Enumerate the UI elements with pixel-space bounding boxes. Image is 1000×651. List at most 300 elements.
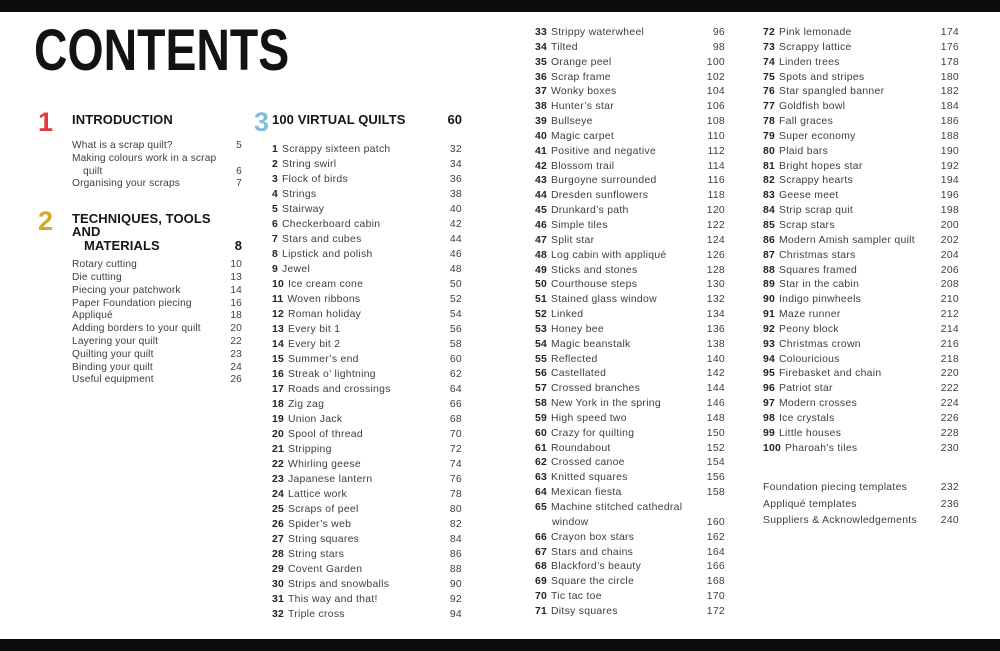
quilt-entry-page: 184: [940, 101, 959, 113]
toc-entry-label: Paper Foundation piecing: [72, 297, 192, 309]
quilt-entry-page: 90: [449, 579, 462, 590]
appendix-entry-page: 236: [940, 498, 959, 510]
quilt-entry-label: Spool of thread: [287, 429, 363, 440]
quilt-entry-page: 44: [449, 234, 462, 245]
quilt-entry: [763, 382, 959, 397]
quilt-entry-page: 84: [449, 534, 462, 545]
quilt-entry-number: 32: [272, 609, 284, 620]
appendix-entry-label: Suppliers & Acknowledgements: [763, 514, 917, 526]
quilt-entry-number: 4: [272, 189, 278, 200]
quilt-entry-label: Star spangled banner: [778, 86, 885, 98]
toc-entry: [72, 362, 242, 375]
quilt-entry-label: String squares: [287, 534, 360, 545]
quilt-entry-number: 51: [535, 294, 547, 306]
quilt-entry: [763, 115, 959, 130]
quilt-entry-number: 85: [763, 219, 775, 231]
quilt-entry-number: 91: [763, 309, 775, 321]
quilt-entry-label: Ice crystals: [778, 412, 835, 424]
quilt-entry: [272, 247, 462, 262]
appendix-entry-page: 232: [940, 482, 959, 494]
quilt-entry-number: 87: [763, 249, 775, 261]
quilt-entry-page: 176: [940, 41, 959, 53]
section-title: INTRODUCTION: [72, 112, 173, 127]
quilt-entry-label: Blossom trail: [550, 160, 615, 172]
section-techniques: [38, 206, 242, 387]
quilt-entry-label: Union Jack: [287, 414, 343, 425]
quilt-entry-label: Squares framed: [778, 264, 858, 276]
quilt-entry-page: 202: [940, 234, 959, 246]
quilt-entry-label: Roman holiday: [287, 309, 362, 320]
quilt-entry: [763, 293, 959, 308]
quilt-entry-number: 42: [535, 160, 547, 172]
quilt-entry-number: 26: [272, 519, 284, 530]
quilt-entry-label: Log cabin with appliqué: [550, 249, 667, 261]
quilt-entry-page: 88: [449, 564, 462, 575]
toc-entry-label: quilt: [83, 165, 103, 177]
quilt-entry-number: 39: [535, 116, 547, 128]
quilt-entry-number: 43: [535, 175, 547, 187]
quilt-entry: [272, 367, 462, 382]
appendix-entry: [763, 497, 959, 513]
quilt-entry-label: Split star: [550, 234, 595, 246]
quilt-entry-label: Little houses: [778, 427, 842, 439]
section-100-virtual-quilts: [254, 110, 462, 135]
quilt-entry-number: 23: [272, 474, 284, 485]
quilt-entry-label: Honey bee: [550, 323, 604, 335]
quilt-entry-label: String stars: [287, 549, 345, 560]
quilt-entry: [763, 323, 959, 338]
quilt-entry: [535, 516, 725, 531]
quilt-entry: [272, 157, 462, 172]
quilt-entry-number: 44: [535, 190, 547, 202]
toc-entry: [72, 140, 242, 153]
quilt-entry-number: 10: [272, 279, 284, 290]
quilt-entry-page: 220: [940, 368, 959, 380]
quilt-entry-page: 98: [712, 41, 725, 53]
quilt-entry: [535, 427, 725, 442]
quilt-entry: [763, 56, 959, 71]
quilt-entry: [763, 249, 959, 264]
quilt-entry-page: 48: [449, 264, 462, 275]
quilt-entry-page: 134: [706, 309, 725, 321]
quilt-entry-label: Courthouse steps: [550, 279, 638, 291]
quilt-entry-page: 102: [706, 71, 725, 83]
section-header: [254, 110, 462, 135]
section-title: 100 VIRTUAL QUILTS: [272, 112, 406, 127]
quilt-entry-label: Bright hopes star: [778, 160, 863, 172]
quilt-entry: [272, 457, 462, 472]
quilt-entry-page: 116: [707, 175, 725, 187]
quilt-entry-page: 118: [707, 190, 725, 202]
quilt-entry-label: Modern crosses: [778, 398, 858, 410]
quilt-entry-page: 54: [449, 309, 462, 320]
quilt-entry-page: 94: [449, 609, 462, 620]
quilt-entry: [535, 219, 725, 234]
quilt-entry: [272, 322, 462, 337]
quilt-entry-number: 46: [535, 219, 547, 231]
quilt-entry: [763, 174, 959, 189]
quilt-entry-number: 33: [535, 27, 547, 38]
quilt-entry-page: 68: [449, 414, 462, 425]
quilt-entry-page: 74: [449, 459, 462, 470]
quilt-entry-number: 79: [763, 130, 775, 142]
quilt-entry-page: 76: [449, 474, 462, 485]
quilt-list-1-32: [272, 142, 462, 622]
quilt-entry-number: 99: [763, 427, 775, 439]
quilt-entry-page: 190: [940, 145, 959, 157]
quilt-entry-label: window: [552, 516, 589, 528]
quilt-entry: [535, 100, 725, 115]
quilt-entry-page: 228: [940, 427, 959, 439]
quilt-entry: [535, 293, 725, 308]
quilt-entry-label: Machine stitched cathedral: [550, 502, 683, 513]
quilt-entry-page: 170: [706, 591, 725, 603]
quilt-entry-page: 50: [449, 279, 462, 290]
quilt-entry-page: 108: [706, 116, 725, 128]
quilt-entry-number: 92: [763, 323, 775, 335]
quilt-entry-page: 36: [449, 174, 462, 185]
quilt-entry: [272, 232, 462, 247]
toc-entry: [72, 153, 242, 166]
section-number: 2: [38, 206, 53, 237]
quilt-entry: [272, 277, 462, 292]
quilt-entry-number: 72: [763, 27, 775, 38]
toc-entry-page: 6: [236, 165, 242, 177]
quilt-entry-number: 56: [535, 368, 547, 380]
quilt-entry-page: 218: [940, 353, 959, 365]
quilt-entry-page: 164: [706, 546, 725, 558]
quilt-entry-label: Simple tiles: [550, 219, 608, 231]
section-header: [38, 206, 242, 254]
quilt-entry: [535, 71, 725, 86]
quilt-entry-label: Pink lemonade: [778, 27, 852, 38]
quilt-entry-number: 20: [272, 429, 284, 440]
quilt-entry-label: Crossed canoe: [550, 457, 625, 469]
quilt-entry-number: 34: [535, 41, 547, 53]
quilt-entry-label: Castellated: [550, 368, 607, 380]
toc-entry-page: 16: [230, 297, 242, 309]
quilt-entry-label: Maze runner: [778, 309, 841, 321]
quilt-entry: [272, 307, 462, 322]
quilt-entry-number: 2: [272, 159, 278, 170]
quilt-entry-page: 132: [706, 294, 725, 306]
quilt-entry-label: Hunter’s star: [550, 101, 614, 113]
quilt-entry: [535, 130, 725, 145]
toc-entry: [72, 178, 242, 191]
quilt-entry: [535, 501, 725, 516]
quilt-entry-number: 88: [763, 264, 775, 276]
toc-entry: [72, 259, 242, 272]
quilt-entry: [535, 353, 725, 368]
quilt-entry-label: Stained glass window: [550, 294, 657, 306]
quilt-entry-page: 66: [449, 399, 462, 410]
toc-entry-page: 13: [230, 271, 242, 283]
quilt-entry-page: 114: [707, 160, 725, 172]
quilt-entry-number: 25: [272, 504, 284, 515]
quilt-entry-label: Flock of birds: [281, 174, 348, 185]
quilt-entry: [272, 532, 462, 547]
quilt-entry-number: 61: [535, 442, 547, 454]
quilt-entry-page: 168: [706, 576, 725, 588]
quilt-entry-number: 17: [272, 384, 284, 395]
quilt-entry-page: 212: [940, 309, 959, 321]
quilt-entry-number: 53: [535, 323, 547, 335]
appendix-entry: [763, 480, 959, 496]
toc-entry-label: Layering your quilt: [72, 335, 159, 347]
quilt-entry: [535, 456, 725, 471]
quilt-entry: [535, 264, 725, 279]
quilt-entry: [535, 249, 725, 264]
quilt-entry-number: 71: [535, 605, 547, 617]
quilt-entry: [535, 189, 725, 204]
quilt-entry-page: 162: [706, 531, 725, 543]
toc-entry-page: 5: [236, 140, 242, 151]
quilt-entry: [535, 174, 725, 189]
quilt-entry-number: 31: [272, 594, 284, 605]
quilt-entry-label: Stars and cubes: [281, 234, 362, 245]
toc-entry: [72, 272, 242, 285]
quilt-entry-label: This way and that!: [287, 594, 378, 605]
quilt-entry-label: Mexican fiesta: [550, 487, 622, 499]
quilt-entry-number: 16: [272, 369, 284, 380]
quilt-entry-number: 73: [763, 41, 775, 53]
quilt-entry-label: Scrap stars: [778, 219, 835, 231]
quilt-entry-page: 156: [706, 472, 725, 484]
quilt-entry-page: 106: [706, 101, 725, 113]
quilt-entry-number: 54: [535, 338, 547, 350]
quilt-entry-label: Linked: [550, 309, 584, 321]
quilt-entry-label: Peony block: [778, 323, 839, 335]
quilt-entry-number: 38: [535, 101, 547, 113]
quilt-entry-label: Summer’s end: [287, 354, 359, 365]
quilt-entry-label: Christmas crown: [778, 338, 861, 350]
quilt-entry-page: 204: [940, 249, 959, 261]
quilt-entry-page: 154: [706, 457, 725, 469]
quilt-entry-number: 12: [272, 309, 284, 320]
quilt-entry-label: Knitted squares: [550, 472, 628, 484]
quilt-entry-page: 208: [940, 279, 959, 291]
quilt-entry: [763, 130, 959, 145]
quilt-entry-label: Square the circle: [550, 576, 635, 588]
quilt-entry-number: 81: [763, 160, 775, 172]
quilt-entry-number: 5: [272, 204, 278, 215]
quilt-entry: [272, 292, 462, 307]
quilt-entry: [763, 353, 959, 368]
section-number: 3: [254, 110, 269, 137]
quilt-entry-label: Checkerboard cabin: [281, 219, 381, 230]
toc-entry-page: 20: [230, 323, 242, 335]
quilt-entry: [763, 278, 959, 293]
quilt-entry-number: 74: [763, 56, 775, 68]
quilt-entry-number: 83: [763, 190, 775, 202]
section-number: 1: [38, 110, 53, 137]
quilt-entry-page: 206: [940, 264, 959, 276]
toc-entry: [72, 374, 242, 387]
toc-entry-label: Die cutting: [72, 271, 122, 283]
quilt-entry: [535, 160, 725, 175]
quilt-entry-page: 40: [449, 204, 462, 215]
quilt-entry-label: Strings: [281, 189, 317, 200]
quilt-entry-page: 196: [940, 190, 959, 202]
quilt-entry-label: Ice cream cone: [287, 279, 364, 290]
quilt-entry-page: 96: [712, 27, 725, 38]
quilt-entry-label: Jewel: [281, 264, 311, 275]
quilt-entry-label: Scraps of peel: [287, 504, 359, 515]
quilt-entry-label: Scrappy sixteen patch: [281, 144, 391, 155]
quilt-entry-number: 9: [272, 264, 278, 275]
quilt-entry-label: Zig zag: [287, 399, 325, 410]
section-introduction: [38, 110, 242, 191]
toc-entry-page: 14: [230, 284, 242, 296]
quilt-entry: [763, 264, 959, 279]
quilt-entry: [763, 397, 959, 412]
quilt-entry: [763, 442, 959, 457]
quilt-entry-number: 14: [272, 339, 284, 350]
quilt-entry: [535, 442, 725, 457]
quilt-entry: [535, 145, 725, 160]
toc-entry-page: 26: [230, 374, 242, 386]
quilt-entry-label: Every bit 2: [287, 339, 341, 350]
quilt-entry-number: 1: [272, 144, 278, 155]
quilt-entry: [535, 531, 725, 546]
quilt-entry: [535, 234, 725, 249]
quilt-entry-label: Roads and crossings: [287, 384, 391, 395]
quilt-entry: [272, 472, 462, 487]
quilt-entry-number: 100: [763, 442, 781, 454]
quilt-entry: [535, 278, 725, 293]
quilt-entry-number: 8: [272, 249, 278, 260]
quilt-entry-label: Dresden sunflowers: [550, 190, 649, 202]
quilt-entry-label: Stripping: [287, 444, 332, 455]
quilt-entry-number: 58: [535, 398, 547, 410]
quilt-entry: [535, 41, 725, 56]
quilt-entry-page: 188: [940, 130, 959, 142]
quilt-entry-label: Magic carpet: [550, 130, 615, 142]
quilt-entry-label: Reflected: [550, 353, 598, 365]
quilt-entry: [272, 262, 462, 277]
quilt-entry: [535, 56, 725, 71]
quilt-entry-number: 97: [763, 398, 775, 410]
quilt-entry-label: Tilted: [550, 41, 578, 53]
quilt-entry-label: Indigo pinwheels: [778, 294, 862, 306]
quilt-entry-page: 34: [449, 159, 462, 170]
quilt-entry-page: 110: [707, 130, 725, 142]
quilt-entry: [272, 382, 462, 397]
quilt-entry-number: 13: [272, 324, 284, 335]
quilt-entry-number: 59: [535, 412, 547, 424]
quilt-entry-number: 28: [272, 549, 284, 560]
quilt-entry: [272, 487, 462, 502]
quilt-entry-number: 3: [272, 174, 278, 185]
section-page: 8: [234, 238, 242, 254]
quilt-entry-number: 66: [535, 531, 547, 543]
quilt-entry-number: 65: [535, 502, 547, 513]
quilt-entry-page: 60: [449, 354, 462, 365]
quilt-entry: [535, 560, 725, 575]
quilt-entry-number: 80: [763, 145, 775, 157]
toc-entry-page: 22: [230, 335, 242, 347]
quilt-entry-number: 84: [763, 205, 775, 217]
quilt-entry-number: 40: [535, 130, 547, 142]
top-edge-bar: [0, 0, 1000, 12]
quilt-entry-page: 224: [940, 398, 959, 410]
toc-entry: [72, 310, 242, 323]
quilt-entry-label: Scrappy lattice: [778, 41, 852, 53]
quilt-entry-page: 200: [940, 219, 959, 231]
quilt-entry: [535, 605, 725, 620]
quilt-entry-label: Linden trees: [778, 56, 840, 68]
quilt-entry-number: 48: [535, 249, 547, 261]
page-title: CONTENTS: [34, 18, 290, 83]
quilt-entry: [535, 412, 725, 427]
quilt-entry-number: 29: [272, 564, 284, 575]
quilt-entry: [272, 217, 462, 232]
toc-entry-page: 7: [236, 178, 242, 190]
quilt-entry: [272, 142, 462, 157]
toc-entry-label: Rotary cutting: [72, 259, 137, 271]
quilt-entry-page: 174: [940, 27, 959, 38]
quilt-entry-page: 124: [706, 234, 725, 246]
quilt-entry-page: 86: [449, 549, 462, 560]
quilt-entry-label: Woven ribbons: [287, 294, 361, 305]
section-title: MATERIALS: [84, 238, 160, 254]
quilt-entry: [535, 85, 725, 100]
quilt-entry: [272, 202, 462, 217]
quilt-entry: [535, 575, 725, 590]
quilt-entry-label: Covent Garden: [287, 564, 363, 575]
quilt-entry-page: 142: [706, 368, 725, 380]
quilt-entry-label: Positive and negative: [550, 145, 657, 157]
toc-entry-page: 23: [230, 348, 242, 360]
quilt-entry-label: Crazy for quilting: [550, 427, 635, 439]
quilt-entry-label: Burgoyne surrounded: [550, 175, 657, 187]
quilt-entry-number: 96: [763, 383, 775, 395]
quilt-entry: [535, 382, 725, 397]
quilt-entry-number: 63: [535, 472, 547, 484]
quilt-entry-label: High speed two: [550, 412, 627, 424]
section-title: TECHNIQUES, TOOLS AND: [72, 211, 211, 240]
quilt-entry-label: Strips and snowballs: [287, 579, 390, 590]
quilt-entry-page: 56: [449, 324, 462, 335]
quilt-entry-page: 150: [706, 427, 725, 439]
quilt-entry: [535, 546, 725, 561]
quilt-entry-label: Christmas stars: [778, 249, 856, 261]
quilt-entry-number: 7: [272, 234, 278, 245]
quilt-entry: [535, 115, 725, 130]
quilt-entry-number: 55: [535, 353, 547, 365]
quilt-entry: [763, 189, 959, 204]
quilt-entry-page: 158: [706, 487, 725, 499]
quilt-entry: [272, 397, 462, 412]
quilt-entry-page: 178: [940, 56, 959, 68]
quilt-entry-label: Colouricious: [778, 353, 840, 365]
quilt-entry-label: Blackford’s beauty: [550, 561, 642, 573]
quilt-entry-label: Scrappy hearts: [778, 175, 854, 187]
column-2: [254, 110, 462, 645]
quilt-entry-number: 36: [535, 71, 547, 83]
quilt-entry-label: Super economy: [778, 130, 856, 142]
quilt-entry-page: 230: [940, 442, 959, 454]
quilt-list-72-100: [763, 26, 959, 456]
quilt-entry-label: Ditsy squares: [550, 605, 618, 617]
quilt-entry-number: 21: [272, 444, 284, 455]
quilt-entry-page: 100: [706, 56, 725, 68]
quilt-entry-page: 62: [449, 369, 462, 380]
quilt-entry: [763, 367, 959, 382]
appendix-entry: [763, 513, 959, 529]
toc-entry: [72, 285, 242, 298]
quilt-entry-label: Tic tac toe: [550, 591, 602, 603]
